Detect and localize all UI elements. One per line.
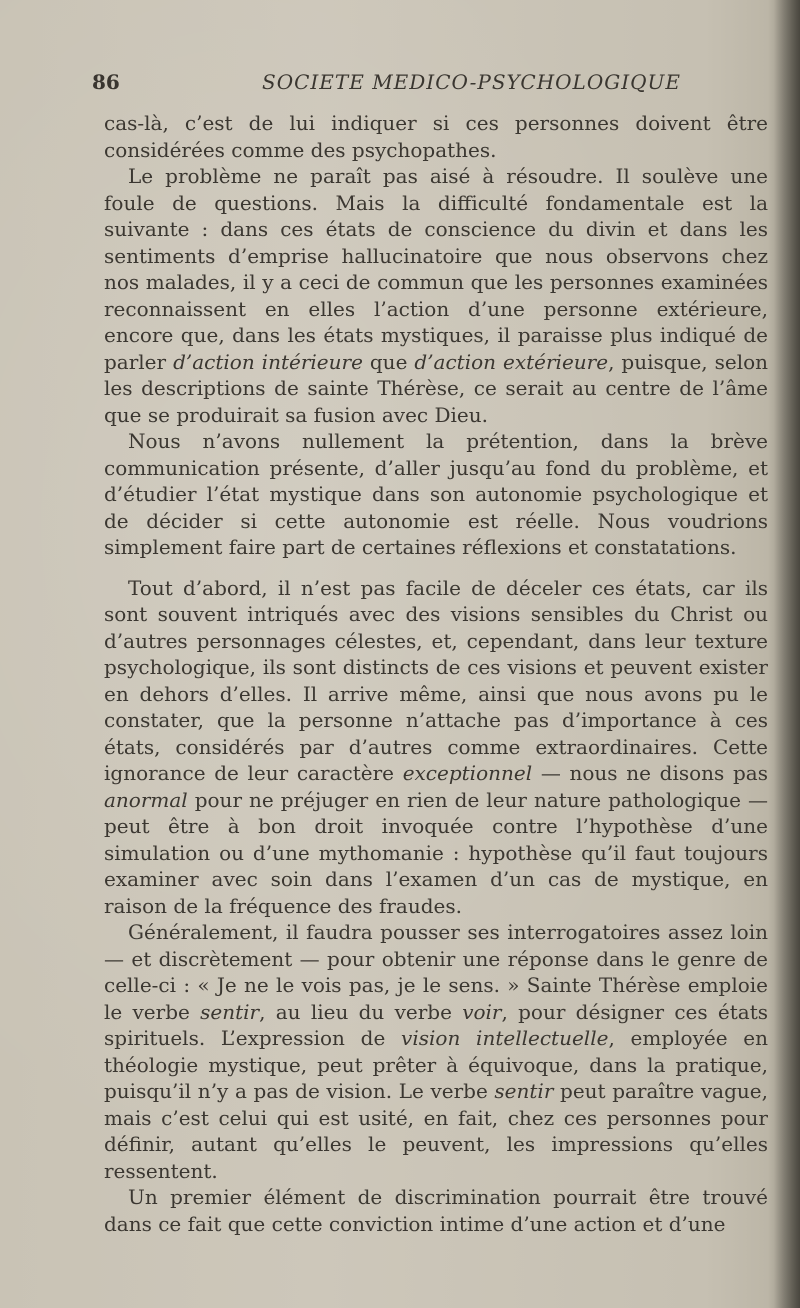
paragraph: Tout d’abord, il n’est pas facile de déceler ces états, car ils sont souvent intriqués avec des visions sensibles du Christ ou d’autres personnages célestes, et, cependant, dans leur texture psychologique, ils sont distincts de ces visions et peuvent exister en dehors d’elles. Il arrive même, ainsi que nous avons pu le constater, que la personne n’attache pas d’importance à ces états, considérés par d’autres comme extraordinaires. Cette ignorance de leur caractère exceptionnel — nous ne disons pas anormal pour ne préjuger en rien de leur nature pathologique — peut être à bon droit invoquée contre l’hypothèse d’une simulation ou d’une mythomanie : hypothèse qu’il faut toujours examiner avec soin dans l’examen d’un cas de mystique, en raison de la fréquence des fraudes. <box>104 575 768 918</box>
paragraph: Un premier élément de discrimination pourrait être trouvé dans ce fait que cette conviction intime d’une action et d’une <box>104 1185 768 1236</box>
body-text <box>104 110 768 1237</box>
italic-term: d’action extérieure <box>414 349 609 374</box>
paragraph: Le problème ne paraît pas aisé à résoudre. Il soulève une foule de questions. Mais la difficulté fondamentale est la suivante : dans ces états de conscience du divin et dans les sentiments d’emprise hallucinatoire que nous observons chez nos malades, il y a ceci de commun que les personnes examinées reconnaissent en elles l’action d’une personne extérieure, encore que, dans les états mystiques, il paraisse plus indiqué de parler d’action intérieure que d’action extérieure, puisque, selon les descriptions de sainte Thérèse, ce serait au centre de l’âme que se produirait sa fusion avec Dieu. <box>104 164 769 427</box>
page-header <box>92 70 732 100</box>
paragraph: cas-là, c’est de lui indiquer si ces personnes doivent être considérées comme des psychopathes. <box>104 111 768 162</box>
italic-term: vision intellectuelle <box>401 1026 609 1050</box>
italic-term: sentir <box>494 1079 554 1103</box>
page-edge-shadow <box>774 0 800 1308</box>
italic-term: d’action intérieure <box>173 349 363 374</box>
italic-term: exceptionnel <box>402 761 533 785</box>
page-number: 86 <box>92 70 120 94</box>
paragraph: Généralement, il faudra pousser ses interrogatoires assez loin — et discrètement — pour obtenir une réponse dans le genre de celle-ci : « Je ne le vois pas, je le sens. » Sainte Thérèse emploie le verbe sentir, au lieu du verbe voir, pour désigner ces états spirituels. L’expression de vision intellectuelle, employée en théologie mystique, peut prêter à équivoque, dans la pratique, puisqu’il n’y a pas de vision. Le verbe sentir peut paraître vague, mais c’est celui qui est usité, en fait, chez ces personnes pour définir, autant qu’elles le peuvent, les impressions qu’elles ressentent. <box>104 920 769 1183</box>
paragraph: Nous n’avons nullement la prétention, dans la brève communication présente, d’aller jusqu’au fond du problème, et d’étudier l’état mystique dans son autonomie psychologique et de décider si cette autonomie est réelle. Nous voudrions simplement faire part de certaines réflexions et constatations. <box>104 429 768 559</box>
italic-term: sentir <box>200 999 260 1024</box>
italic-term: voir <box>462 999 502 1024</box>
italic-term: anormal <box>104 787 188 812</box>
running-head: SOCIETE MEDICO-PSYCHOLOGIQUE <box>262 70 681 94</box>
